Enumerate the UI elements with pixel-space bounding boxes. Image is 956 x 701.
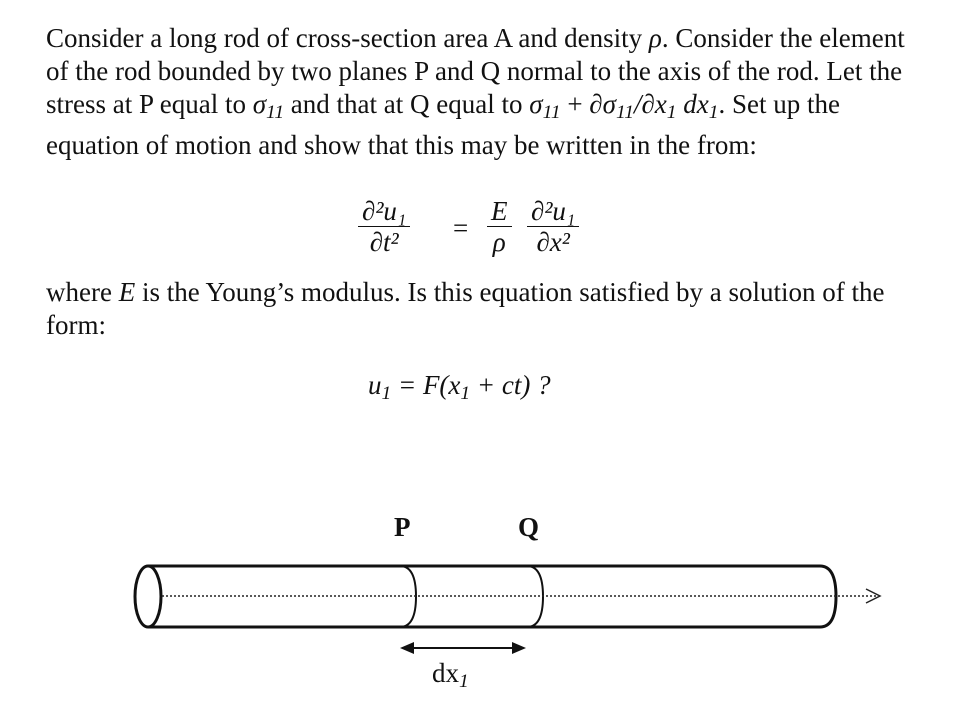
- problem-line-3d: . Set up the: [718, 89, 840, 119]
- solution-mid: = F(x: [391, 370, 461, 400]
- problem-line-3b: and that at Q equal to: [284, 89, 530, 119]
- axis-arrow-icon: [866, 589, 880, 603]
- youngs-modulus-symbol: E: [118, 277, 136, 307]
- problem-line-2: of the rod bounded by two planes P and Q normal to the axis of the rod. Let the: [46, 56, 903, 86]
- partial-sigma: ∂σ: [589, 89, 616, 119]
- problem-line-1b: . Consider the element: [661, 23, 905, 53]
- solution-u: u: [368, 370, 382, 400]
- followup-line-1a: where: [46, 277, 119, 307]
- followup-line-1b: is the Young’s modulus. Is this equation satisfied by a solution of the: [135, 277, 885, 307]
- plane-q-label: Q: [518, 512, 540, 542]
- solution-tail: + ct) ?: [470, 370, 551, 400]
- solution-u-subscript: 1: [381, 382, 392, 404]
- problem-line-1a: Consider a long rod of cross-section area A and density: [46, 23, 649, 53]
- partial-x: /∂x: [633, 89, 667, 119]
- coefficient-numerator: E: [491, 196, 508, 226]
- dx-label-text: dx: [432, 658, 459, 688]
- dx-term: dx: [676, 89, 709, 119]
- dx-subscript: 1: [708, 101, 719, 123]
- solution-x-subscript: 1: [460, 382, 471, 404]
- dx-label-subscript: 1: [459, 670, 469, 692]
- dx-arrow-left-icon: [400, 642, 414, 654]
- lhs-denominator: ∂t²: [358, 226, 410, 257]
- sigma-subscript-2: 11: [542, 101, 561, 123]
- sigma-subscript: 11: [266, 101, 285, 123]
- plus-sign: +: [560, 89, 590, 119]
- equals-sign: =: [453, 213, 469, 243]
- rhs-denominator: ∂x²: [527, 226, 579, 257]
- partial-sigma-subscript: 11: [615, 101, 634, 123]
- problem-line-3a: stress at P equal to: [46, 89, 253, 119]
- rho-symbol: ρ: [648, 23, 662, 53]
- lhs-numerator: ∂²u₁: [362, 196, 407, 226]
- plane-p-label: P: [394, 512, 411, 542]
- sigma-symbol-2: σ: [529, 89, 543, 119]
- partial-x-subscript: 1: [666, 101, 677, 123]
- followup-line-2: form:: [46, 310, 106, 340]
- problem-line-4: equation of motion and show that this may be written in the from:: [46, 129, 757, 160]
- sigma-symbol: σ: [252, 89, 267, 119]
- rhs-numerator: ∂²u₁: [531, 196, 576, 226]
- dx-arrow-right-icon: [512, 642, 526, 654]
- rod-left-end: [135, 566, 161, 627]
- coefficient-denominator: ρ: [487, 226, 512, 257]
